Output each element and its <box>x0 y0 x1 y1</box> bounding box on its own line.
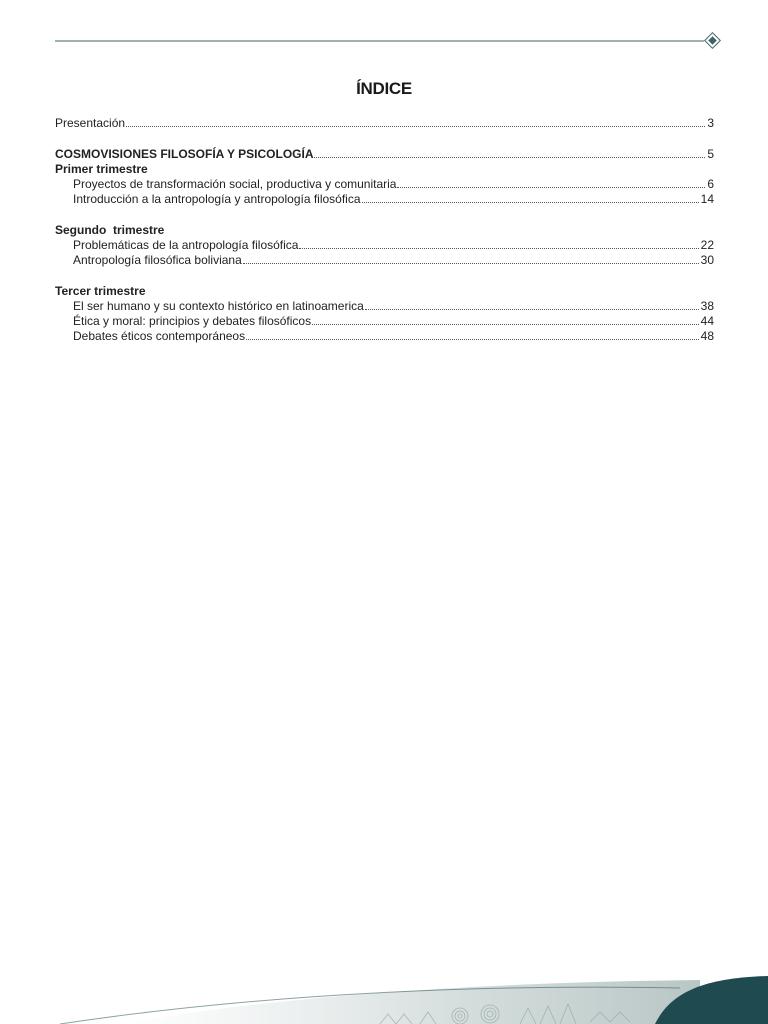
toc-entry[interactable] <box>55 238 714 253</box>
table-of-contents <box>55 116 714 344</box>
toc-entry-label: Proyectos de transformación social, productiva y comunitaria <box>73 177 397 191</box>
toc-entry-label: Problemáticas de la antropología filosófica <box>73 238 299 252</box>
dot-leader <box>312 314 699 325</box>
dot-leader <box>126 116 705 127</box>
dot-leader <box>246 329 699 340</box>
diamond-ornament-icon <box>705 33 721 49</box>
trimestre-heading-segundo: Segundo trimestre <box>55 223 165 237</box>
footer-wave-band <box>120 980 700 1024</box>
toc-entry-label: Ética y moral: principios y debates filosóficos <box>73 314 312 328</box>
toc-entry-label: El ser humano y su contexto histórico en latinoamerica <box>73 299 364 313</box>
trimestre-heading-primer: Primer trimestre <box>55 162 148 176</box>
toc-entry-label: Debates éticos contemporáneos <box>73 329 246 343</box>
dot-leader <box>397 177 705 188</box>
toc-entry-presentacion[interactable] <box>55 116 714 131</box>
dot-leader <box>365 299 699 310</box>
toc-entry[interactable] <box>55 253 714 268</box>
toc-entry-page: 14 <box>700 192 714 206</box>
toc-section-label: COSMOVISIONES FILOSOFÍA Y PSICOLOGÍA <box>55 147 314 161</box>
toc-entry[interactable] <box>55 177 714 192</box>
toc-entry-page: 38 <box>700 299 714 313</box>
toc-entry-label: Introducción a la antropología y antropología filosófica <box>73 192 361 206</box>
toc-entry-label: Antropología filosófica boliviana <box>73 253 242 267</box>
dot-leader <box>362 192 699 203</box>
toc-section-page: 5 <box>707 147 714 161</box>
toc-entry-page: 44 <box>700 314 714 328</box>
trimestre-heading-tercer: Tercer trimestre <box>55 284 146 298</box>
dot-leader <box>243 253 699 264</box>
toc-entry[interactable] <box>55 192 714 207</box>
page-title: ÍNDICE <box>356 79 412 98</box>
toc-entry[interactable] <box>55 314 714 329</box>
footer-decoration <box>0 964 768 1024</box>
toc-entry-page: 6 <box>707 177 714 191</box>
toc-entry-label: Presentación <box>55 116 126 130</box>
toc-entry-page: 3 <box>707 116 714 130</box>
toc-entry-page: 48 <box>700 329 714 343</box>
header-rule <box>0 0 768 60</box>
dot-leader <box>314 147 705 158</box>
toc-entry-page: 22 <box>700 238 714 252</box>
toc-entry-page: 30 <box>700 253 714 267</box>
dot-leader <box>299 238 698 249</box>
toc-section-cosmovisiones[interactable] <box>55 147 714 162</box>
toc-entry[interactable] <box>55 299 714 314</box>
toc-entry[interactable] <box>55 329 714 344</box>
